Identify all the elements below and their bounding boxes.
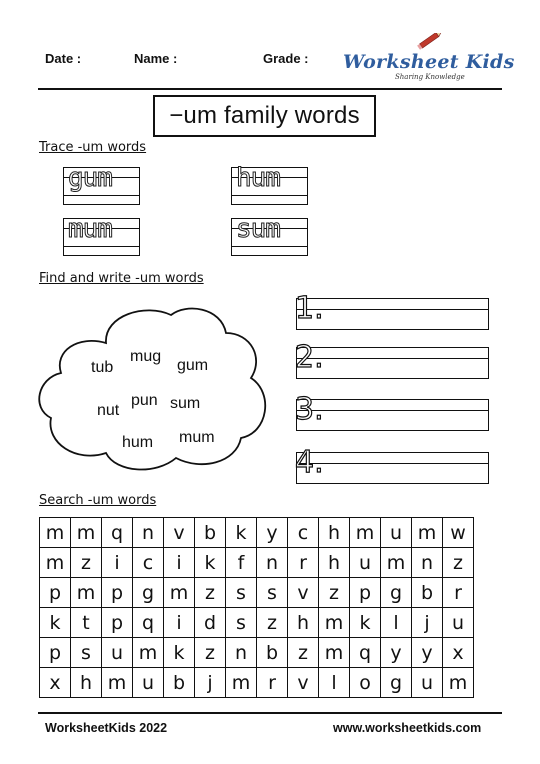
word-search-grid	[39, 517, 474, 698]
grid-cell[interactable]: i	[164, 608, 195, 638]
grid-cell[interactable]: y	[412, 638, 443, 668]
grid-cell[interactable]: z	[257, 608, 288, 638]
grid-cell[interactable]: b	[164, 668, 195, 698]
grid-cell[interactable]: z	[288, 638, 319, 668]
grid-cell[interactable]: o	[350, 668, 381, 698]
trace-box-hum[interactable]	[231, 163, 308, 205]
grid-row	[40, 638, 474, 668]
grid-cell[interactable]: n	[133, 518, 164, 548]
grid-cell[interactable]: k	[350, 608, 381, 638]
search-section-label: Search -um words	[39, 493, 157, 508]
grid-cell[interactable]: m	[40, 548, 71, 578]
line-number: 3.	[295, 392, 324, 427]
grid-cell[interactable]: s	[226, 608, 257, 638]
trace-word: sum	[236, 214, 280, 244]
grid-cell[interactable]: k	[164, 638, 195, 668]
grid-cell[interactable]: p	[350, 578, 381, 608]
grid-row	[40, 548, 474, 578]
grid-row	[40, 668, 474, 698]
grid-cell[interactable]: r	[443, 578, 474, 608]
grid-cell[interactable]: u	[350, 548, 381, 578]
grid-cell[interactable]: z	[195, 638, 226, 668]
trace-section-label: Trace -um words	[39, 140, 147, 155]
header-divider	[38, 88, 502, 90]
grid-cell[interactable]: h	[288, 608, 319, 638]
grid-cell[interactable]: m	[226, 668, 257, 698]
grid-cell[interactable]: s	[257, 578, 288, 608]
grid-cell[interactable]: p	[40, 578, 71, 608]
trace-word: hum	[236, 163, 280, 193]
grid-cell[interactable]: b	[412, 578, 443, 608]
grid-cell[interactable]: r	[257, 668, 288, 698]
grid-cell[interactable]: g	[133, 578, 164, 608]
grid-cell[interactable]: j	[412, 608, 443, 638]
cloud-word: pun	[131, 392, 158, 409]
logo-text: Worksheet Kids	[343, 51, 515, 73]
write-line-3[interactable]	[295, 392, 489, 431]
name-label: Name :	[134, 51, 178, 66]
grid-cell[interactable]: t	[71, 608, 102, 638]
grid-cell[interactable]: m	[319, 608, 350, 638]
footer-url: www.worksheetkids.com	[333, 721, 482, 735]
grid-row	[40, 518, 474, 548]
cloud-word: nut	[97, 402, 120, 419]
trace-word: gum	[68, 163, 112, 193]
grid-cell[interactable]: q	[133, 608, 164, 638]
grid-cell[interactable]: n	[412, 548, 443, 578]
grid-cell[interactable]: p	[102, 608, 133, 638]
grid-cell[interactable]: p	[40, 638, 71, 668]
grid-cell[interactable]: r	[288, 548, 319, 578]
grid-cell[interactable]: x	[40, 668, 71, 698]
grid-cell[interactable]: i	[102, 548, 133, 578]
grid-cell[interactable]: m	[71, 578, 102, 608]
grid-cell[interactable]: l	[381, 608, 412, 638]
footer-divider	[38, 712, 502, 714]
grid-cell[interactable]: m	[102, 668, 133, 698]
grid-cell[interactable]: z	[443, 548, 474, 578]
line-number: 4.	[295, 445, 324, 480]
find-section-label: Find and write -um words	[39, 271, 204, 286]
grid-cell[interactable]: x	[443, 638, 474, 668]
grid-cell[interactable]: m	[412, 518, 443, 548]
cloud-word: hum	[122, 434, 154, 451]
grid-cell[interactable]: v	[164, 518, 195, 548]
grid-cell[interactable]: h	[71, 668, 102, 698]
grid-cell[interactable]: u	[381, 518, 412, 548]
grid-cell[interactable]: d	[195, 608, 226, 638]
logo-tagline: Sharing Knowledge	[395, 73, 465, 81]
cloud-word: mug	[130, 348, 162, 365]
footer-left: WorksheetKids 2022	[45, 721, 168, 735]
grid-cell[interactable]: z	[71, 548, 102, 578]
grid-cell[interactable]: s	[226, 578, 257, 608]
grid-row	[40, 578, 474, 608]
grid-cell[interactable]: m	[443, 668, 474, 698]
grid-cell[interactable]: p	[102, 578, 133, 608]
worksheet-kids-logo	[343, 33, 515, 83]
grid-cell[interactable]: m	[40, 518, 71, 548]
trace-box-sum[interactable]	[231, 214, 308, 256]
grid-cell[interactable]: b	[195, 518, 226, 548]
grid-cell[interactable]: z	[319, 578, 350, 608]
grid-cell[interactable]: m	[381, 548, 412, 578]
cloud-word: mum	[179, 429, 215, 446]
grid-cell[interactable]: i	[164, 548, 195, 578]
grid-cell[interactable]: m	[133, 638, 164, 668]
grid-cell[interactable]: z	[195, 578, 226, 608]
grid-cell[interactable]: b	[257, 638, 288, 668]
grade-label: Grade :	[263, 51, 309, 66]
grid-cell[interactable]: q	[350, 638, 381, 668]
grid-cell[interactable]: h	[319, 548, 350, 578]
grid-cell[interactable]: v	[288, 578, 319, 608]
grid-cell[interactable]: v	[288, 668, 319, 698]
grid-cell[interactable]: h	[319, 518, 350, 548]
grid-cell[interactable]: u	[443, 608, 474, 638]
grid-cell[interactable]: m	[164, 578, 195, 608]
grid-cell[interactable]: m	[319, 638, 350, 668]
write-line-4[interactable]	[295, 445, 489, 484]
write-line-2[interactable]	[295, 340, 489, 379]
grid-cell[interactable]: f	[226, 548, 257, 578]
grid-cell[interactable]: w	[443, 518, 474, 548]
grid-cell[interactable]: k	[226, 518, 257, 548]
grid-cell[interactable]: m	[71, 518, 102, 548]
grid-row	[40, 608, 474, 638]
grid-cell[interactable]: y	[257, 518, 288, 548]
line-number: 2.	[295, 340, 324, 375]
trace-box-mum[interactable]	[63, 214, 140, 256]
page-title: −um family words	[153, 95, 376, 137]
grid-cell[interactable]: j	[195, 668, 226, 698]
grid-cell[interactable]: u	[412, 668, 443, 698]
line-number: 1.	[295, 291, 324, 326]
cloud-word: gum	[177, 357, 209, 374]
grid-cell[interactable]: g	[381, 578, 412, 608]
cloud-word: tub	[91, 359, 114, 376]
grid-cell[interactable]: u	[133, 668, 164, 698]
grid-cell[interactable]: m	[350, 518, 381, 548]
grid-cell[interactable]: c	[133, 548, 164, 578]
cloud-shape	[36, 303, 276, 475]
grid-cell[interactable]: k	[40, 608, 71, 638]
grid-cell[interactable]: g	[381, 668, 412, 698]
grid-cell[interactable]: l	[319, 668, 350, 698]
grid-cell[interactable]: k	[195, 548, 226, 578]
grid-cell[interactable]: c	[288, 518, 319, 548]
trace-box-gum[interactable]	[63, 163, 140, 205]
grid-cell[interactable]: y	[381, 638, 412, 668]
write-line-1[interactable]	[295, 291, 489, 330]
grid-cell[interactable]: u	[102, 638, 133, 668]
cloud-word: sum	[170, 395, 201, 412]
trace-word: mum	[68, 214, 112, 244]
grid-cell[interactable]: n	[257, 548, 288, 578]
grid-cell[interactable]: n	[226, 638, 257, 668]
grid-cell[interactable]: s	[71, 638, 102, 668]
grid-cell[interactable]: q	[102, 518, 133, 548]
date-label: Date :	[45, 51, 82, 66]
